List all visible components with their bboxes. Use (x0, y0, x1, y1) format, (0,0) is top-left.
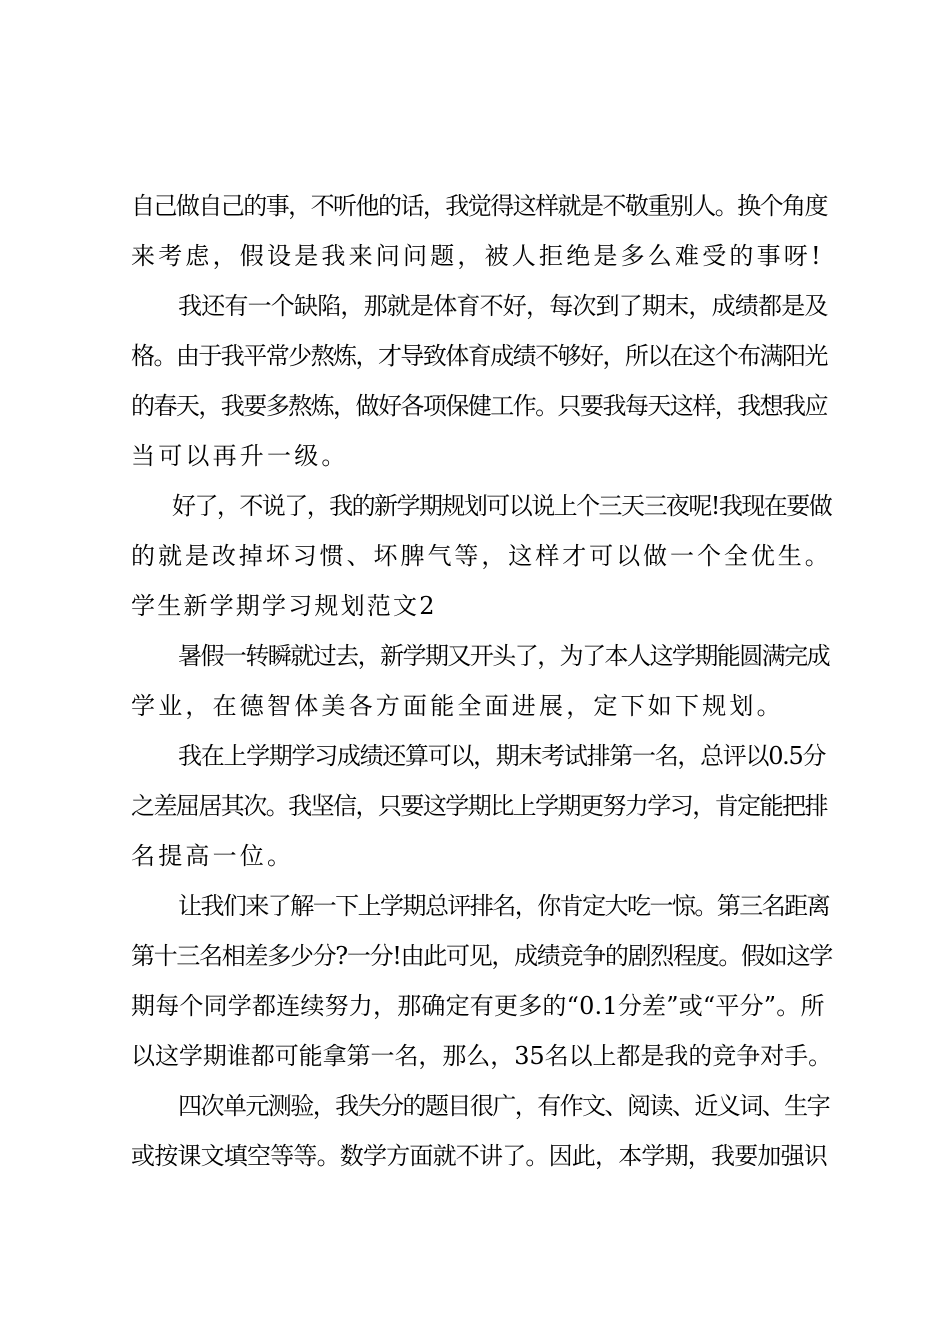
text-line: 第十三名相差多少分?一分!由此可见，成绩竞争的剧烈程度。假如这学 (131, 942, 832, 970)
text-line: 的春天，我要多熬炼，做好各项保健工作。只要我每天这样，我想我应 (131, 392, 827, 420)
text-line: 名提高一位。 (131, 842, 295, 870)
text-line: 好了，不说了，我的新学期规划可以说上个三天三夜呢!我现在要做 (172, 492, 832, 520)
text-line: 自己做自己的事，不听他的话，我觉得这样就是不敬重别人。换个角度 (131, 192, 827, 220)
text-line: 之差屈居其次。我坚信，只要这学期比上学期更努力学习，肯定能把排 (131, 792, 827, 820)
text-line: 让我们来了解一下上学期总评排名，你肯定大吃一惊。第三名距离 (178, 892, 830, 920)
section-heading: 学生新学期学习规划范文2 (131, 592, 437, 620)
text-line: 或按课文填空等等。数学方面就不讲了。因此，本学期，我要加强识 (131, 1142, 827, 1170)
text-line: 来考虑，假设是我来问问题，被人拒绝是多么难受的事呀! (131, 242, 824, 270)
text-line: 当可以再升一级。 (131, 442, 349, 470)
text-line: 的就是改掉坏习惯、坏脾气等，这样才可以做一个全优生。 (131, 542, 832, 570)
text-line: 格。由于我平常少熬炼，才导致体育成绩不够好，所以在这个布满阳光 (131, 342, 827, 370)
text-line: 暑假一转瞬就过去，新学期又开头了，为了本人这学期能圆满完成 (178, 642, 830, 670)
text-line: 学业，在德智体美各方面能全面进展，定下如下规划。 (131, 692, 784, 720)
text-line: 期每个同学都连续努力，那确定有更多的“0.1分差”或“平分”。所 (131, 992, 825, 1020)
text-line: 我在上学期学习成绩还算可以，期末考试排第一名，总评以0.5分 (178, 742, 826, 770)
text-line: 我还有一个缺陷，那就是体育不好，每次到了期末，成绩都是及 (178, 292, 828, 320)
text-line: 以这学期谁都可能拿第一名，那么，35名以上都是我的竞争对手。 (131, 1042, 833, 1070)
text-line: 四次单元测验，我失分的题目很广，有作文、阅读、近义词、生字 (178, 1092, 830, 1120)
